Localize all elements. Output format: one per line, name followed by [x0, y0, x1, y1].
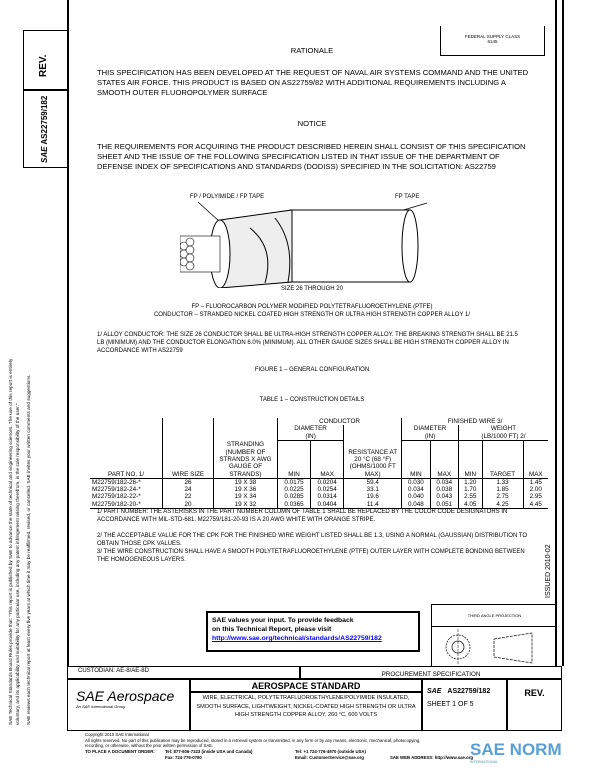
table-cell: 26 [163, 478, 214, 486]
table-cell: 0.0254 [311, 486, 344, 493]
th-cond-diameter: DIAMETER (IN) [277, 425, 343, 440]
table-cell: 33.1 [344, 486, 402, 493]
projection-box [431, 604, 557, 666]
table-cell: 2.00 [523, 486, 548, 493]
table-cell: M22759/182-20-* [90, 501, 163, 509]
issued-date: ISSUED 2010-02 [545, 544, 552, 598]
tel-usa: Tel: 877-606-7323 (inside USA and Canada) [165, 748, 253, 754]
th-min: MIN [277, 440, 310, 478]
table-cell: 1.20 [458, 478, 482, 486]
th-wire-size: WIRE SIZE [163, 418, 214, 478]
th-min: MIN [402, 440, 430, 478]
table-cell: 2.75 [482, 493, 523, 500]
th-fin-diameter: DIAMETER (IN) [402, 425, 459, 440]
th-weight: WEIGHT (LB/1000 FT) 2/ [458, 425, 548, 440]
label-fp-tape: FP TAPE [395, 194, 420, 200]
table-row [90, 486, 548, 493]
sheet-number: SHEET 1 OF 5 [427, 701, 474, 708]
table-cell: 4.05 [458, 501, 482, 509]
figure-legend-conductor: CONDUCTOR – STRANDED NICKEL COATED HIGH STRENGTH OR ULTRA HIGH STRENGTH COPPER ALLOY 1/ [153, 312, 471, 318]
table-cell: 1.70 [458, 486, 482, 493]
figure-note: 1/ ALLOY CONDUCTOR: THE SIZE 26 CONDUCTOR SHALL BE ULTRA-HIGH STRENGTH COPPER ALLOY. THE BREAKING STRENGTH SHALL BE 21.5 LB (MINIMUM) AND THE CONDUCTOR ELONGATION 6.0% (MINIMUM). ALL OTHER GAUGE SIZES SHALL BE HIGH STRENGTH COPPER ALLOY IN ACCORDANCE WITH AS22759 [97, 332, 518, 354]
table-cell: M22759/182-22-* [92, 493, 141, 501]
table-cell: 2.95 [523, 493, 548, 500]
sae-logo: SAE [427, 688, 442, 695]
table-cell: 0.030 [402, 478, 430, 486]
figure-caption: FIGURE 1 – GENERAL CONFIGURATION [254, 367, 370, 373]
fax: Fax: 724-776-0790 [165, 754, 202, 760]
email: Email: CustomerService@sae.org [295, 754, 364, 760]
doc-number: AS22759/182 [447, 688, 491, 695]
page-frame-right [562, 0, 564, 666]
order-label: TO PLACE A DOCUMENT ORDER: [85, 748, 155, 754]
fsc-value: 6145 [487, 39, 498, 44]
fsc-label: FEDERAL SUPPLY CLASS [464, 34, 521, 39]
disclaimer-3: SAE reviews each technical report at least every five years at which time it may be reaffirmed, revised, or cancelled. SAE invites your written comments and suggestions. [26, 374, 31, 725]
table-cell: 22 [163, 493, 214, 500]
table-cell: 0.0225 [277, 486, 310, 493]
th-conductor: CONDUCTOR [277, 418, 401, 425]
figure-size-note: SIZE 26 THROUGH 20 [281, 286, 343, 292]
watermark [470, 740, 562, 764]
side-rev: REV. [38, 54, 49, 77]
table-cell: 2.55 [458, 493, 482, 500]
table-cell: 0.0365 [277, 501, 310, 509]
th-resistance: RESISTANCE AT 20 °C (68 °F) (OHMS/1000 FT MAX) [344, 425, 402, 478]
feedback-line-2: on this Technical Report, please visit [212, 626, 332, 633]
side-doc-box [23, 90, 68, 168]
table-cell: 0.034 [402, 486, 430, 493]
table-cell: 0.038 [430, 486, 458, 493]
projection-label: THIRD ANGLE PROJECTION [432, 605, 557, 627]
rights-2: recording, or otherwise, without the prior written permission of SAE. [85, 743, 214, 748]
notice-title: NOTICE [297, 119, 327, 128]
table-cell: 19 X 36 [213, 486, 277, 493]
watermark-text: SAE NORM [470, 740, 562, 759]
document-title: WIRE, ELECTRICAL, POLYTETRAFLUOROETHYLENE/POLYIMIDE INSULATED, SMOOTH SURFACE, LIGHTWEIGHT, NICKEL-COATED HIGH STRENGTH OR ULTRA HIGH STRENGTH COPPER ALLOY, 260 °C, 600 VOLTS [190, 692, 422, 731]
table-cell: 1.33 [482, 478, 523, 486]
table-cell: 0.0314 [311, 493, 344, 500]
th-part: PART NO. 1/ [90, 418, 163, 478]
table-cell: 0.0404 [311, 501, 344, 509]
side-doc [40, 96, 49, 163]
procurement-label: PROCUREMENT SPECIFICATION [300, 666, 562, 679]
table-cell: 0.043 [430, 493, 458, 500]
sae-logo-small: SAE [40, 146, 49, 163]
th-stranding: STRANDING (NUMBER OF STRANDS X AWG GAUGE OF STRANDS) [213, 418, 277, 478]
rev-box: REV. [507, 679, 562, 731]
table-cell: M22759/182-26-* [92, 478, 141, 486]
figure-legend-fp: FP – FLUOROCARBON POLYMER MODIFIED POLYTETRAFLUOROETHYLENE (PTFE) [191, 304, 433, 310]
construction-table [90, 418, 548, 509]
table-cell: 19 X 34 [213, 493, 277, 500]
table-cell: 0.0285 [277, 493, 310, 500]
feedback-box [206, 611, 420, 652]
disclaimer-1: SAE Technical Standards Board Rules provide that: "This report is published by SAE to advance the state of technical and engineering sciences. The use of this report is entirely [8, 358, 13, 725]
logo-text: SAE Aerospace [76, 688, 175, 704]
table-caption: TABLE 1 – CONSTRUCTION DETAILS [259, 397, 365, 403]
table-cell: 0.051 [430, 501, 458, 509]
th-min: MIN [458, 440, 482, 478]
side-rev-box [23, 30, 68, 90]
aerospace-standard: AEROSPACE STANDARD [190, 679, 422, 692]
feedback-line-1: SAE values your input. To provide feedback [212, 617, 354, 624]
rationale-text: THIS SPECIFICATION HAS BEEN DEVELOPED AT THE REQUEST OF NAVAL AIR SYSTEMS COMMAND AND THE UNITED STATES AIR FORCE. THIS PRODUCT IS BASED ON AS22759/82 WITH ADDITIONAL REQUIREMENTS INCLUDING A SMOOTH OUTER FLUOROPOLYMER SURFACE [97, 68, 529, 97]
watermark-sub: INTERNATIONAL [470, 760, 499, 764]
table-note-2: 2/ THE ACCEPTABLE VALUE FOR THE CPK FOR THE FINISHED WIRE WEIGHT LISTED SHALL BE 1.3, USING A NORMAL (GAUSSIAN) DISTRIBUTION TO OBTAIN THOSE CPK VALUES. [97, 533, 528, 547]
table-cell: 4.25 [482, 501, 523, 509]
table-cell: 20 [163, 501, 214, 509]
web-address[interactable]: SAE WEB ADDRESS: http://www.sae.org [390, 754, 473, 760]
table-cell: 19.6 [344, 493, 402, 500]
th-target: TARGET [482, 440, 523, 478]
table-cell: 1.45 [523, 478, 548, 486]
copyright: Copyright 2010 SAE International [85, 732, 149, 737]
logo-subtext: An SAE International Group [76, 704, 126, 709]
rationale-title: RATIONALE [290, 46, 334, 55]
table-cell: 11.4 [344, 501, 402, 509]
table-cell: 19 X 32 [213, 501, 277, 509]
notice-text: THE REQUIREMENTS FOR ACQUIRING THE PRODUCT DESCRIBED HEREIN SHALL CONSIST OF THIS SPECIFICATION SHEET AND THE ISSUE OF THE FOLLOWING SPECIFICATION LISTED IN THAT ISSUE OF THE DEPARTMENT OF DEFENSE INDEX OF SPECIFICATIONS AND STANDARDS (DODISS) SPECIFIED IN THE SOLICITATION: AS22759 [97, 142, 526, 171]
wire-diagram [180, 198, 440, 288]
th-max: MAX [311, 440, 344, 478]
table-cell: 0.0175 [277, 478, 310, 486]
custodian: CUSTODIAN: AE-8/AE-8D [67, 666, 300, 679]
sae-aerospace-logo [67, 679, 190, 731]
table-cell: M22759/182-24-* [92, 486, 141, 494]
th-max: MAX [523, 440, 548, 478]
table-note-1: 1/ PART NUMBER: THE ASTERISKS IN THE PART NUMBER COLUMN OF TABLE 1 SHALL BE REPLACED BY THE COLOR CODE DESIGNATORS IN ACCORDANCE WITH MIL-STD-681. M22759/181-20-93 IS A 20 AWG WHITE WITH ORANGE STRIPE. [97, 509, 508, 523]
label-fp-polyimide: FP / POLYIMIDE / FP TAPE [190, 194, 265, 200]
doc-number-box [422, 679, 507, 731]
th-finished-wire: FINISHED WIRE 3/ [402, 418, 548, 425]
table-cell: 1.85 [482, 486, 523, 493]
th-max: MAX [430, 440, 458, 478]
table-row [90, 478, 548, 486]
table-cell: 0.040 [402, 493, 430, 500]
table-cell: 59.4 [344, 478, 402, 486]
disclaimer-2: voluntary, and its applicability and suitability for any particular use, including any patent infringement arising therefrom, is the sole responsibility of the user." [15, 403, 20, 725]
table-note-3: 3/ THE WIRE CONSTRUCTION SHALL HAVE A SMOOTH POLYTETRAFLUOROETHYLENE (PTFE) OUTER LAYER WITH COMPLETE BONDING BETWEEN THE HOMOGENEOUS LAYERS. [97, 549, 525, 563]
table-cell: 0.034 [430, 478, 458, 486]
table-cell: 19 X 38 [213, 478, 277, 486]
rights-1: All rights reserved. No part of this publication may be reproduced, stored in a retrieval system or transmitted, in any form or by any means, electronic, mechanical, photocopying, [85, 737, 421, 743]
table-row [90, 493, 548, 500]
table-cell: 0.0204 [311, 478, 344, 486]
feedback-link[interactable]: http://www.sae.org/technical/standards/AS22759/182 [212, 635, 382, 642]
table-cell: 24 [163, 486, 214, 493]
side-doc-number: AS22759/182 [40, 95, 49, 145]
table-cell: 4.45 [523, 501, 548, 509]
tel-intl: Tel: +1 724-776-4970 (outside USA) [295, 748, 366, 754]
table-cell: 0.048 [402, 501, 430, 509]
third-angle-projection-icon [432, 627, 556, 667]
